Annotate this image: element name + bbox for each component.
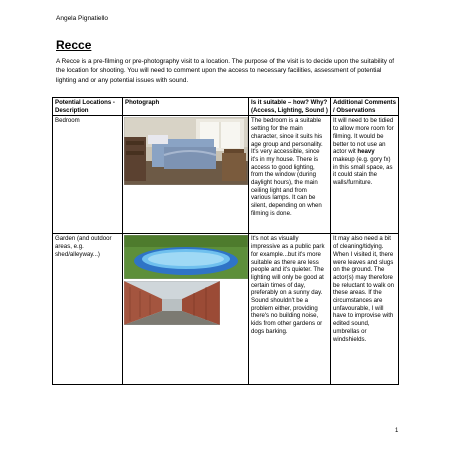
recce-table — [52, 97, 399, 385]
photo-cell — [123, 116, 249, 234]
bedroom-photo — [124, 117, 248, 185]
header-comments: Additional Comments / Observations — [331, 98, 399, 116]
table-header-row — [53, 98, 399, 116]
alleyway-photo — [124, 281, 220, 325]
header-location: Potential Locations - Description — [53, 98, 123, 116]
location-cell: Bedroom — [53, 116, 123, 234]
comments-cell — [331, 116, 399, 234]
comments-emphasis: heavy — [357, 148, 375, 156]
author-name: Angela Pignatiello — [56, 15, 109, 22]
comments-cell: It may also need a bit of cleaning/tidying. When I visited it, there were leaves and slugs on the ground. The actor(s) may therefore be reluctant to walk on these areas. If the circumstances are unfavourable, I will have to improvise with edited sound, umbrellas or windshields. — [331, 234, 399, 385]
header-photograph: Photograph — [123, 98, 249, 116]
page-number: 1 — [395, 428, 399, 434]
table-row — [53, 234, 399, 385]
header-suitability: Is it suitable – how? Why? (Access, Lighting, Sound ) — [249, 98, 331, 116]
location-cell: Garden (and outdoor areas, e.g. shed/alleyway...) — [53, 234, 123, 385]
suitability-cell: The bedroom is a suitable setting for the main character, since it suits his age group and personality. It's very accessible, since it's in my house. There is access to good lighting, from the window (during daylight hours), the main ceiling light and from various lamps. It can be silent, depending on when filming is done. — [249, 116, 331, 234]
comments-text-end: makeup (e.g. gory fx) in this small space, as it could stain the walls/furniture. — [333, 155, 393, 187]
intro-paragraph: A Recce is a pre-filming or pre-photography visit to a location. The purpose of the visit is to decide upon the suitability of the location for shooting. You will need to comment upon the access to necessary facilities, assessment of potential lighting and or any potential issues with sound. — [56, 58, 395, 84]
page-title: Recce — [56, 38, 92, 52]
comments-text: It will need to be tidied to allow more room for filming. It would be better to not use an actor wit — [333, 117, 394, 156]
photo-cell — [123, 234, 249, 385]
suitability-cell: It's not as visually impressive as a public park for example...but it's more suitable as there are less people and it's quieter. The lighting will only be good at certain times of day, preferably on a sunny day. Sound shouldn't be a problem either, providing there's no building noise, kids from other gardens or dogs barking. — [249, 234, 331, 385]
garden-pool-photo — [124, 235, 248, 279]
table-row — [53, 116, 399, 234]
